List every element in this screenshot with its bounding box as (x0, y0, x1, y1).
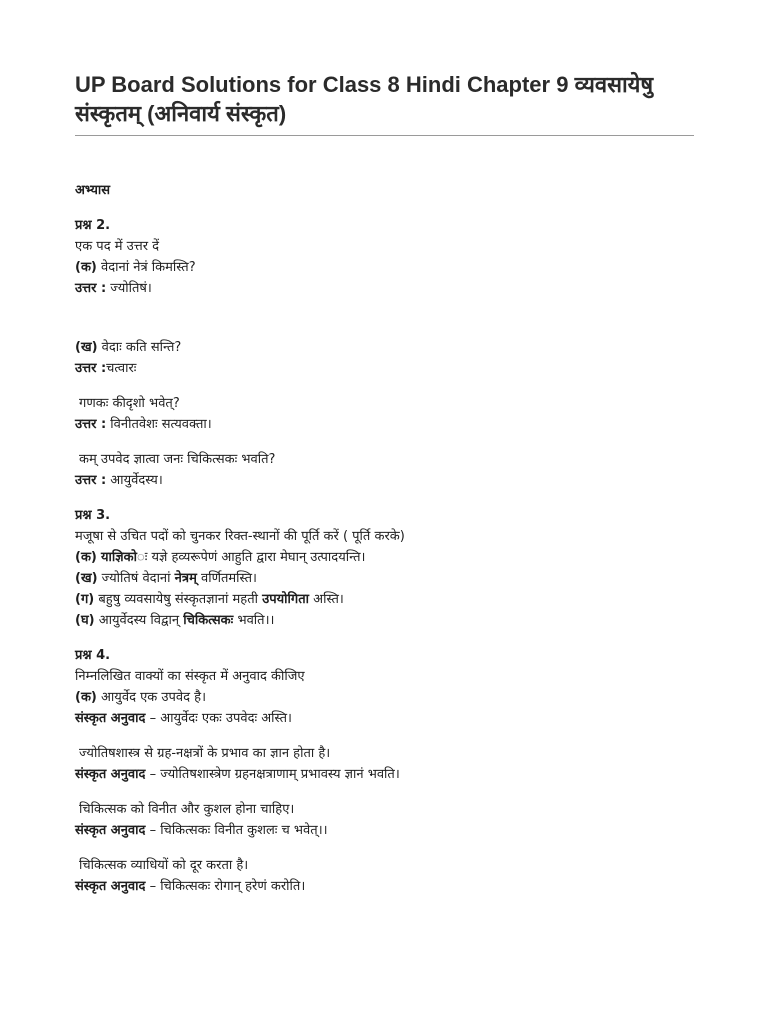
q4-item-3-answer: संस्कृत अनुवाद – चिकित्सकः विनीत कुशलः च भवेत्।। (75, 823, 328, 838)
q4-item-2-answer: संस्कृत अनुवाद – ज्योतिषशास्त्रेण ग्रहनक्षत्राणाम् प्रभावस्य ज्ञानं भवति। (75, 767, 400, 782)
question-2-instruction: एक पद में उत्तर दें (75, 239, 160, 254)
q2-item-4-answer: उत्तर : आयुर्वेदस्य। (75, 473, 163, 488)
q2-item-2-answer: उत्तर :चत्वारः (75, 361, 137, 376)
q3-item-1: (क) याज्ञिकोः यज्ञे हव्यरूपेणं आहुति द्वारा मेघान् उत्पादयन्ति। (75, 550, 366, 565)
article-body (75, 180, 695, 897)
q4-item-2-hindi: ज्योतिषशास्त्र से ग्रह-नक्षत्रों के प्रभाव का ज्ञान होता है। (79, 746, 331, 761)
q2-item-2-question: (ख) वेदाः कति सन्ति? (75, 340, 182, 355)
q2-item-1-answer: उत्तर : ज्योतिषं। (75, 281, 152, 296)
q4-item-1-answer: संस्कृत अनुवाद – आयुर्वेदः एकः उपवेदः अस्ति। (75, 711, 292, 726)
q4-item-4-answer: संस्कृत अनुवाद – चिकित्सकः रोगान् हरेणं करोति। (75, 879, 306, 894)
title-divider (75, 135, 694, 136)
title-line-2: संस्कृतम् (अनिवार्य संस्कृत) (75, 101, 287, 126)
q2-item-1-question: (क) वेदानां नेत्रं किमस्ति? (75, 260, 196, 275)
page-title (75, 70, 695, 128)
q2-item-3-question: गणकः कीदृशो भवेत्? (79, 396, 180, 411)
title-line-1: UP Board Solutions for Class 8 Hindi Chapter 9 व्यवसायेषु (75, 72, 654, 97)
q3-item-2: (ख) ज्योतिषं वेदानां नेत्रम् वर्णितमस्ति। (75, 571, 257, 586)
q2-item-3-answer: उत्तर : विनीतवेशः सत्यवक्ता। (75, 417, 212, 432)
q3-item-3: (ग) बहुषु व्यवसायेषु संस्कृतज्ञानां महती उपयोगिता अस्ति। (75, 592, 344, 607)
question-2-label: प्रश्न 2. (75, 218, 111, 233)
q4-item-1-hindi: (क) आयुर्वेद एक उपवेद है। (75, 690, 207, 705)
section-heading: अभ्यास (75, 183, 111, 198)
question-3-instruction: मजूषा से उचित पदों को चुनकर रिक्त-स्थानों की पूर्ति करें ( पूर्ति करके) (75, 529, 405, 544)
q3-item-4: (घ) आयुर्वेदस्य विद्वान् चिकित्सकः भवति।। (75, 613, 275, 628)
q2-item-4-question: कम् उपवेद ज्ञात्वा जनः चिकित्सकः भवति? (79, 452, 276, 467)
question-4-instruction: निम्नलिखित वाक्यों का संस्कृत में अनुवाद कीजिए (75, 669, 305, 684)
question-3-label: प्रश्न 3. (75, 508, 111, 523)
q4-item-3-hindi: चिकित्सक को विनीत और कुशल होना चाहिए। (79, 802, 295, 817)
q4-item-4-hindi: चिकित्सक व्याधियों को दूर करता है। (79, 858, 249, 873)
question-4-label: प्रश्न 4. (75, 648, 111, 663)
